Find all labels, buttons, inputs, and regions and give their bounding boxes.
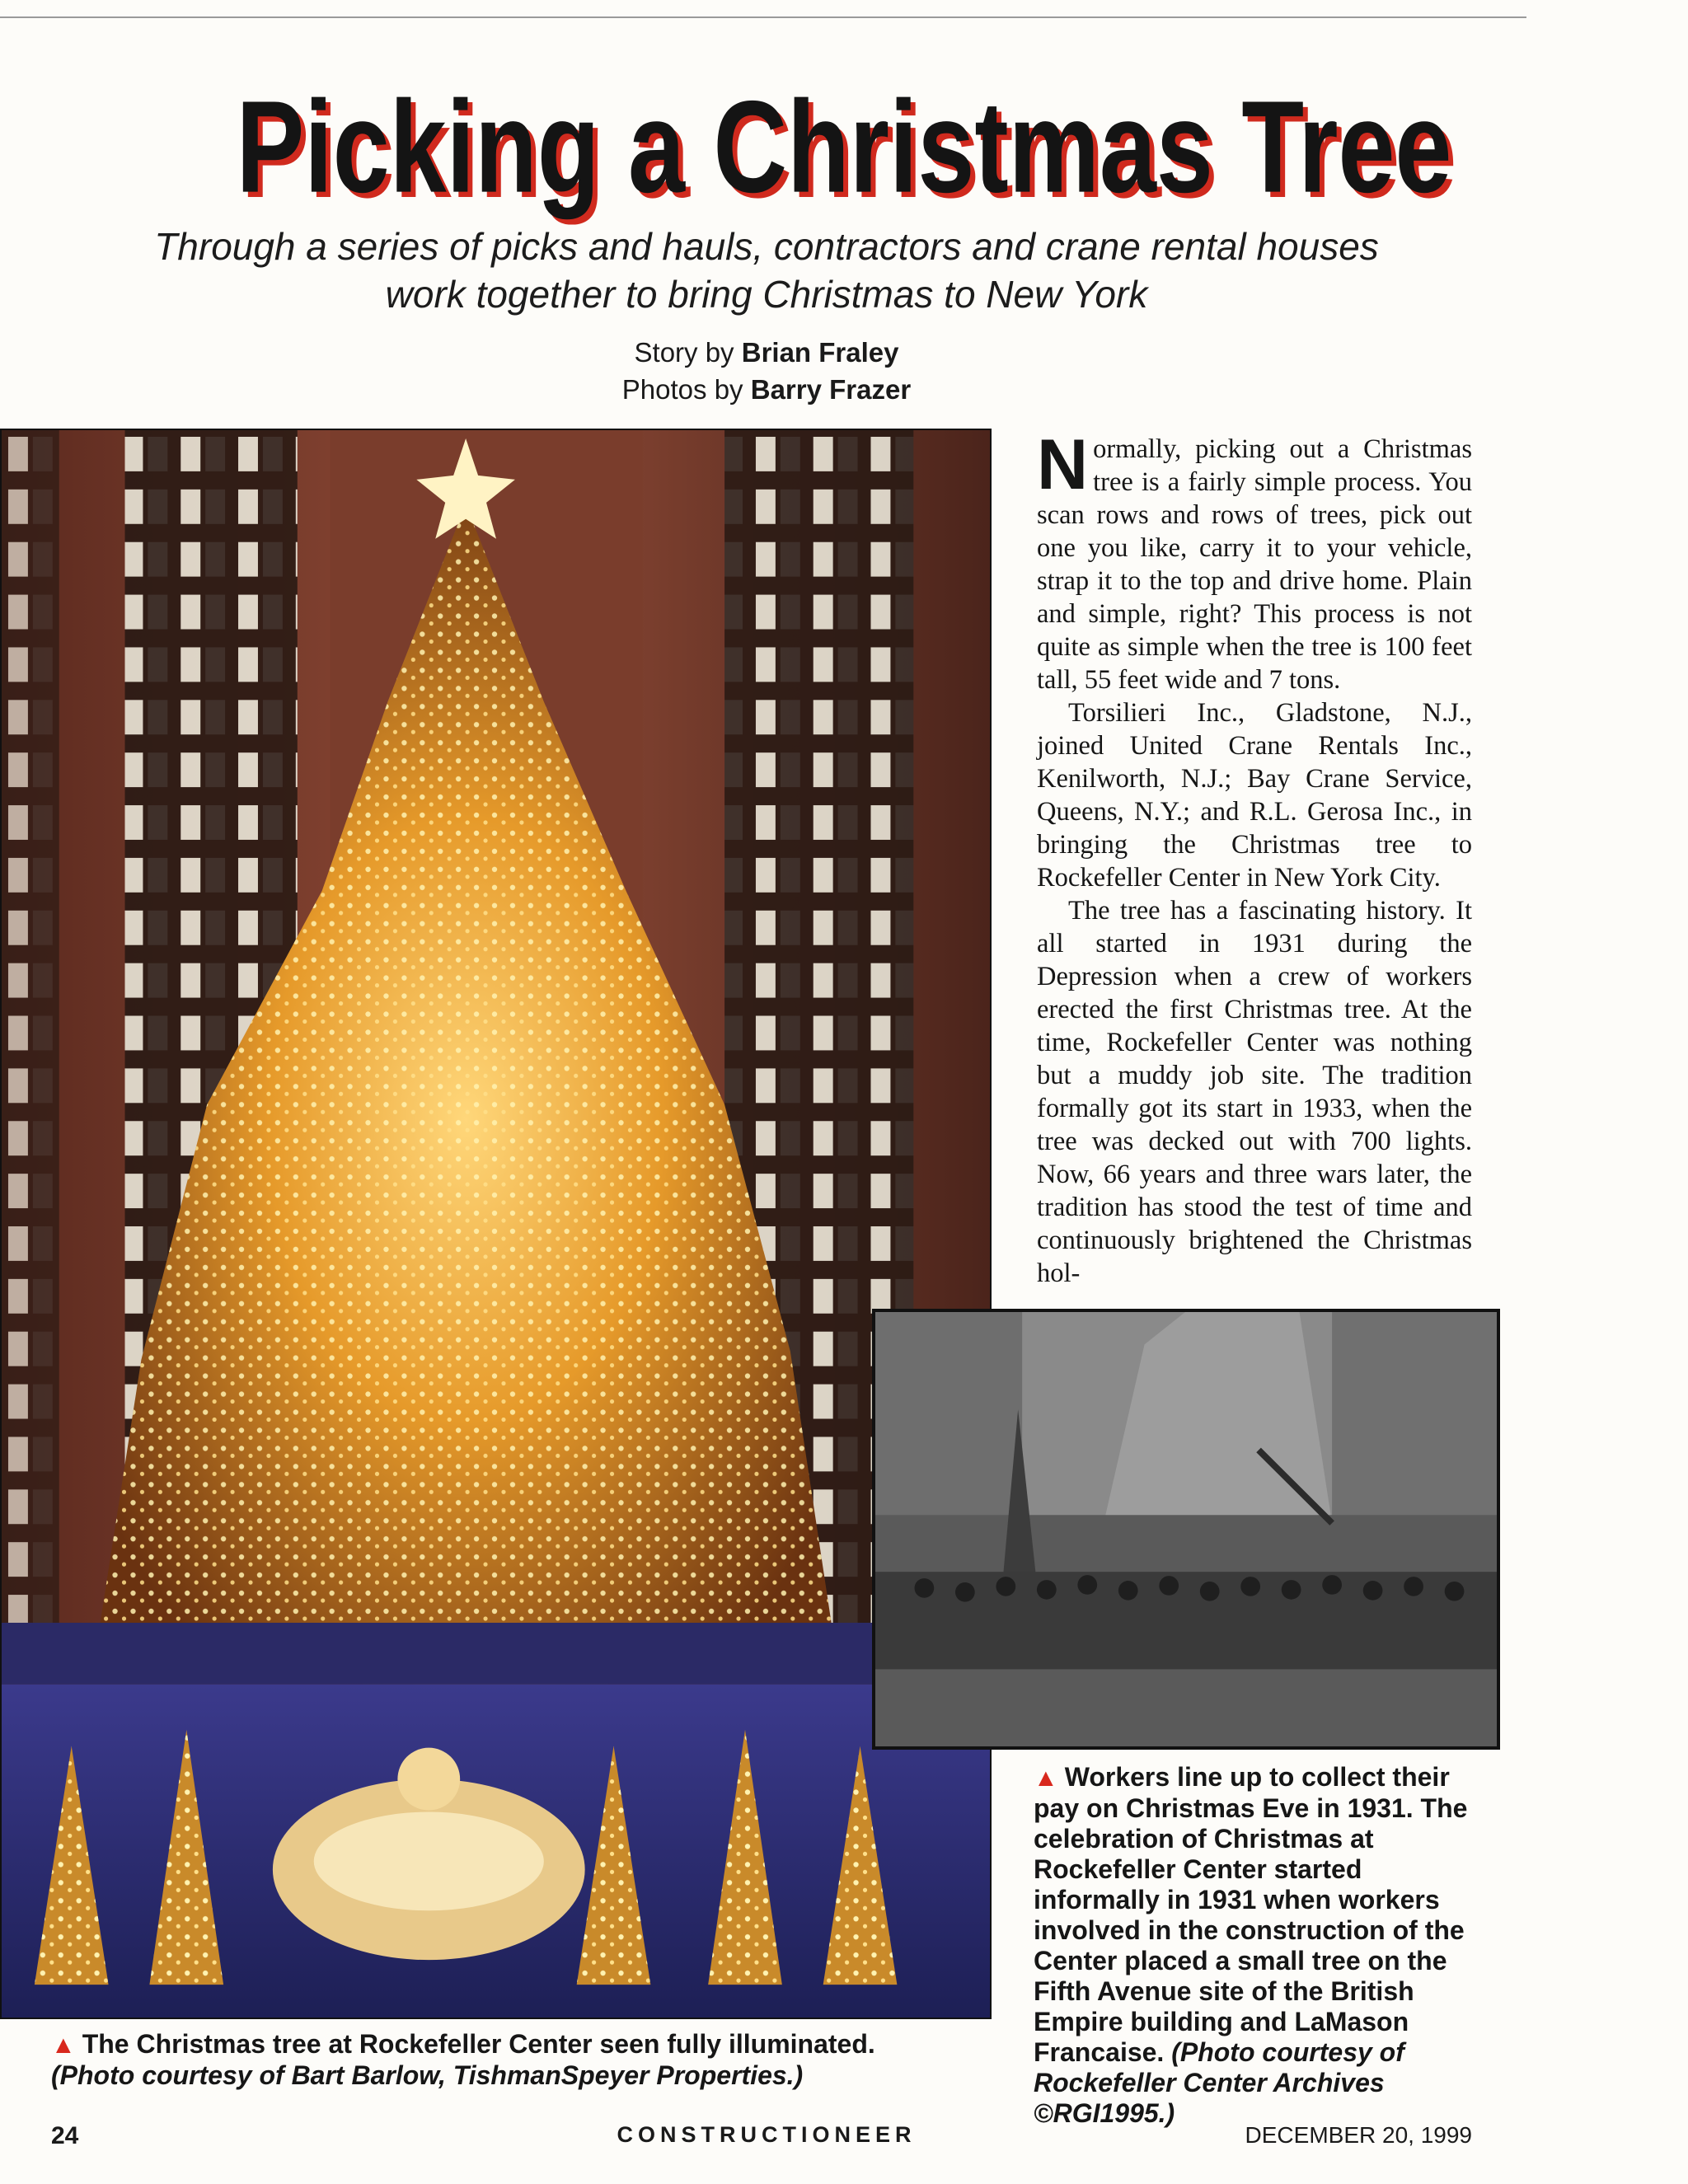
story-author: Brian Fraley: [741, 337, 899, 368]
historic-workers-illustration: [875, 1312, 1497, 1746]
article-body: [1037, 425, 1472, 1290]
top-rule: [0, 16, 1526, 18]
paragraph-1-text: ormally, picking out a Christmas tree is a fairly simple process. You scan rows and rows of trees, pick out one you like, carry it to your vehicle, strap it to the top and drive home. Plain and simple, right? This process is not quite as simple when the tree is 100 feet tall, 55 feet wide and 7 tons.: [1037, 434, 1472, 695]
historic-photo-caption: [1034, 1762, 1475, 2129]
article-paragraph-3: The tree has a fascinating history. It all started in 1931 during the Depression when a crew of workers erected the first Christmas tree. At the time, Rockefeller Center was nothing but a muddy job site. The tradition formally got its start in 1933, when the tree was decked out with 700 lights. Now, 66 years and three wars later, the tradition has stood the test of time and continuously brightened the Christmas hol-: [1037, 896, 1472, 1288]
main-caption-line: [51, 2029, 1007, 2060]
main-caption-text: The Christmas tree at Rockefeller Center seen fully illuminated.: [82, 2029, 875, 2059]
caption-marker-icon: ▲: [51, 2032, 76, 2059]
historic-caption-credit: (Photo courtesy of Rockefeller Center Archives ©RGI1995.): [1034, 2037, 1404, 2128]
main-photo-caption: [51, 2029, 1007, 2091]
photos-label: Photos by: [621, 374, 743, 405]
story-credit: [0, 334, 1533, 371]
christmas-tree-illustration: [2, 430, 990, 2018]
page-title: Picking a Christmas Tree: [236, 74, 1452, 221]
byline: [0, 334, 1533, 408]
historic-workers-photo: [872, 1309, 1500, 1750]
issue-date: DECEMBER 20, 1999: [1245, 2122, 1472, 2148]
page-number: 24: [51, 2122, 79, 2149]
photo-credit: [0, 371, 1533, 408]
christmas-tree-photo: [0, 429, 992, 2019]
historic-caption-text: Workers line up to collect their pay on Christmas Eve in 1931. The celebration of Christmas at Rockefeller Center started informally in 1931 when workers involved in the construction of the Center placed a small tree on the Fifth Avenue site of the British Empire building and LaMason Francaise.: [1034, 1762, 1468, 2067]
story-label: Story by: [634, 337, 734, 368]
main-caption-credit: (Photo courtesy of Bart Barlow, TishmanSpeyer Properties.): [51, 2060, 804, 2090]
subtitle-line-2: work together to bring Christmas to New York: [385, 273, 1148, 316]
magazine-name: CONSTRUCTIONEER: [617, 2122, 917, 2147]
caption-marker-icon: ▲: [1034, 1765, 1058, 1792]
subtitle: [0, 223, 1533, 318]
subtitle-line-1: Through a series of picks and hauls, contractors and crane rental houses: [154, 225, 1379, 268]
article-paragraph-2: Torsilieri Inc., Gladstone, N.J., joined United Crane Rentals Inc., Kenilworth, N.J.; Bay Crane Service, Queens, N.Y.; and R.L. Gerosa Inc., in bringing the Christmas tree to Rockefeller Center in New York City.: [1037, 698, 1472, 893]
drop-cap: N: [1037, 425, 1089, 504]
article-paragraph-1: [1037, 425, 1472, 696]
photos-author: Barry Frazer: [750, 374, 912, 405]
